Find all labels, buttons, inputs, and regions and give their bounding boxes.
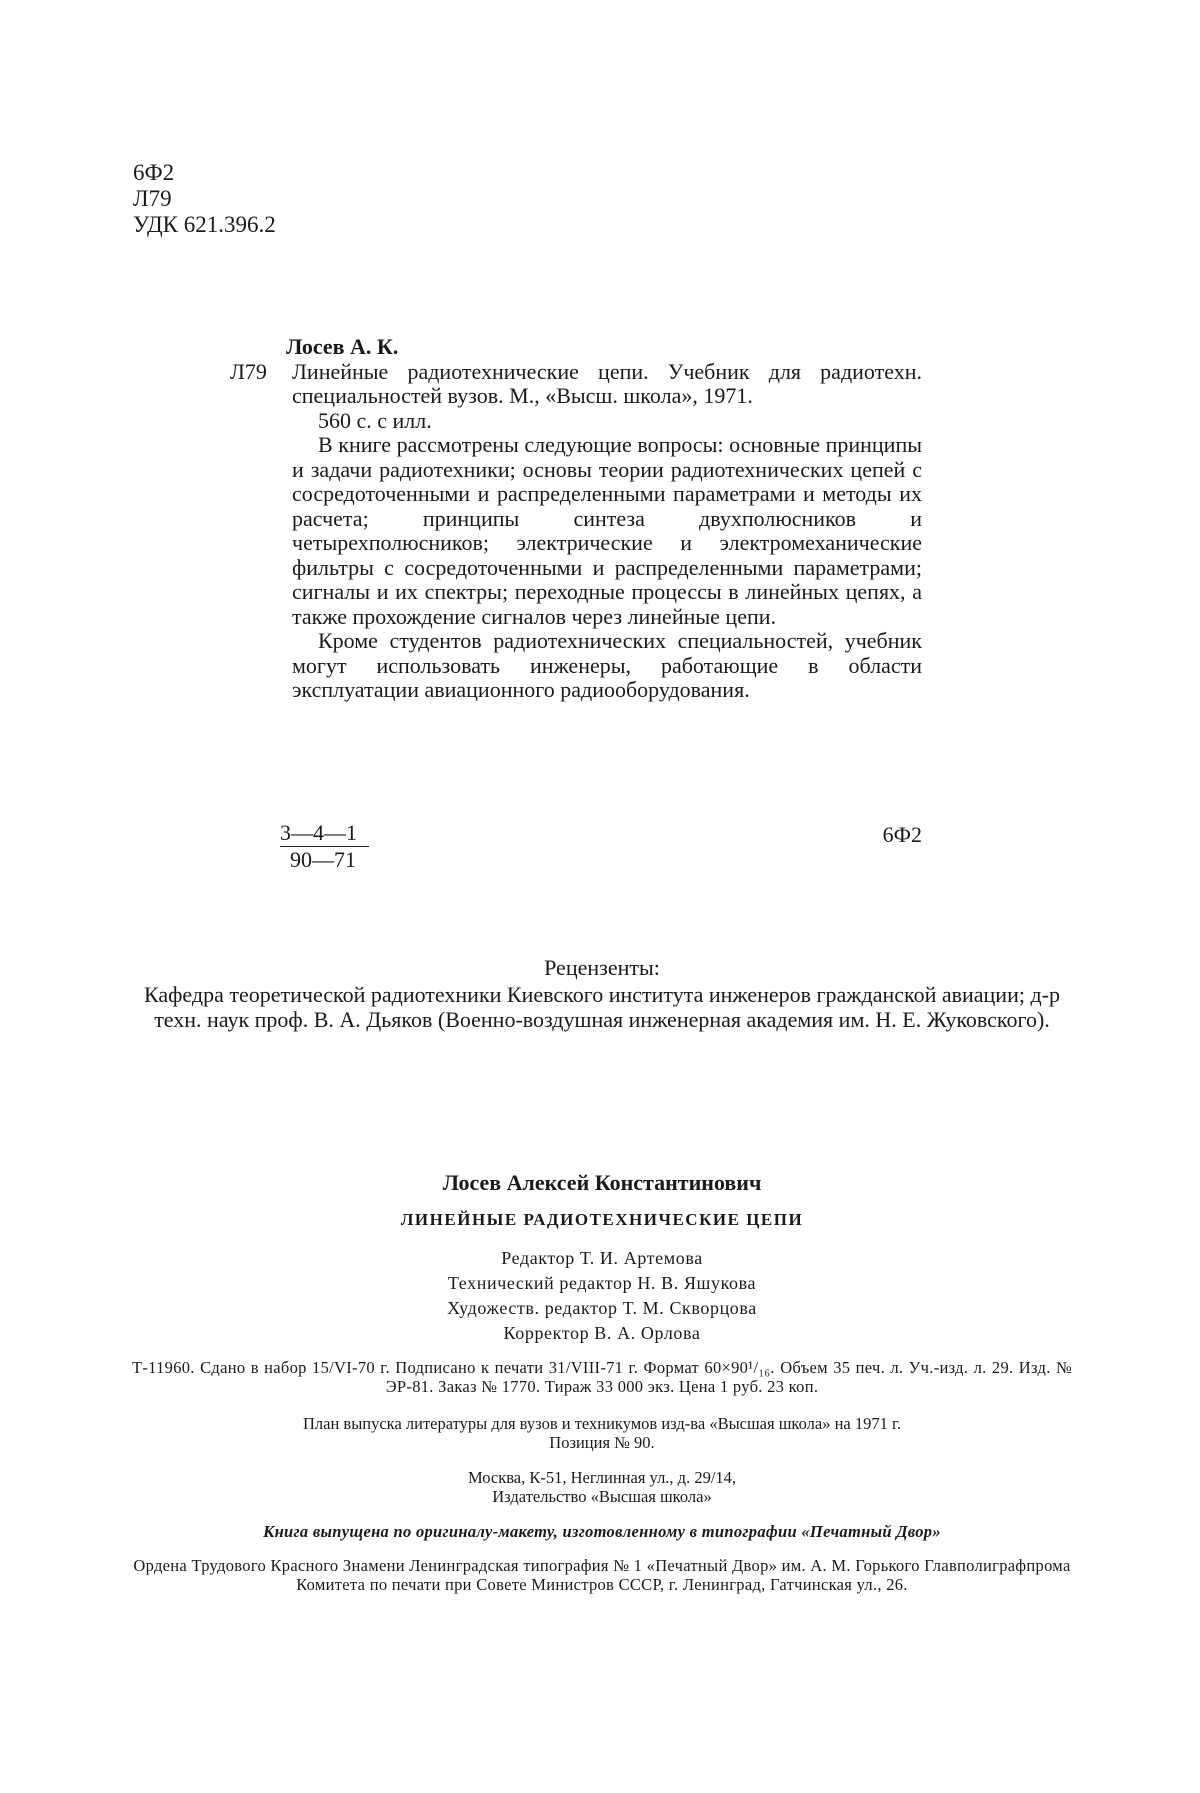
fraction-denominator: 90—71 [290,847,356,872]
tech-editor: Технический редактор Н. В. Яшукова [447,1273,757,1293]
publication-plan [132,1414,1072,1452]
plan-text: План выпуска литературы для вузов и техникумов изд-ва «Высшая школа» на 1971 г. [302,1414,902,1433]
author-mark: Л79 [133,186,172,211]
catalog-card [230,335,922,703]
reviewers-text: Кафедра теоретической радиотехники Киевского института инженеров гражданской авиации; д-р техн. наук проф. В. А. Дьяков (Военно-воздушная инженерная академия им. Н. Е. Жуковского). [144,982,1060,1032]
author-full-name: Лосев Алексей Константинович [442,1170,762,1195]
print-note: Книга выпущена по оригиналу-макету, изготовленному в типографии «Печатный Двор» [263,1522,941,1541]
art-editor: Художеств. редактор Т. М. Скворцова [447,1298,757,1318]
card-code: Л79 [230,358,267,384]
udc-code: УДК 621.396.2 [133,212,276,237]
card-author: Лосев А. К. [286,334,399,359]
reviewers-section [132,955,1072,1032]
card-title: Линейные радиотехнические цепи. Учебник для радиотехн. специальностей вузов. М., «Высш. школа», 1971. [292,358,922,408]
address-line-1: Москва, К-51, Неглинная ул., д. 29/14, [467,1468,737,1487]
abstract-paragraph-1: В книге рассмотрены следующие вопросы: основные принципы и задачи радиотехники; основы теории радиотехнических цепей с сосредоточенными и распределенными параметрами и методы их расчета; принципы синтеза двухполюсников и четырехполюсников; электрические и электромеханические фильтры с сосредоточенными и распределенными параметрами; сигналы и их спектры; переходные процессы в линейных цепях, а также прохождение сигналов через линейные цепи. [292,432,922,629]
card-pages: 560 с. с илл. [318,407,432,433]
classification-codes [133,160,276,238]
bbk-code: 6Ф2 [133,160,175,185]
reviewers-heading: Рецензенты: [544,955,660,980]
abstract-paragraph-2: Кроме студентов радиотехнических специальностей, учебник могут использовать инженеры, работающие в области эксплуатации авиационного радиооборудования. [292,628,922,702]
address-line-2: Издательство «Высшая школа» [492,1487,712,1506]
index-fraction [280,820,369,873]
printer-info: Ордена Трудового Красного Знамени Ленинградская типография № 1 «Печатный Двор» им. А. М. Горького Главполиграфпрома Комитета по печати при Совете Министров СССР, г. Ленинград, Гатчинская ул., 26. [133,1556,1071,1594]
card-code-right: 6Ф2 [882,822,922,847]
imprint-section [132,1170,1072,1594]
publisher-address [132,1468,1072,1506]
plan-position: Позиция № 90. [549,1433,655,1452]
staff-list [132,1246,1072,1346]
card-abstract [230,433,922,703]
book-title: ЛИНЕЙНЫЕ РАДИОТЕХНИЧЕСКИЕ ЦЕПИ [400,1210,804,1229]
card-title-entry [230,360,922,409]
fraction-numerator: 3—4—1 [280,820,369,847]
technical-data: Т-11960. Сдано в набор 15/VI-70 г. Подписано к печати 31/VIII-71 г. Формат 60×90¹/₁₆. Объем 35 печ. л. Уч.-изд. л. 29. Изд. № ЭР-81. Заказ № 1770. Тираж 33 000 экз. Цена 1 руб. 23 коп. [132,1358,1072,1396]
proofreader: Корректор В. А. Орлова [503,1323,701,1343]
editor: Редактор Т. И. Артемова [501,1248,703,1268]
